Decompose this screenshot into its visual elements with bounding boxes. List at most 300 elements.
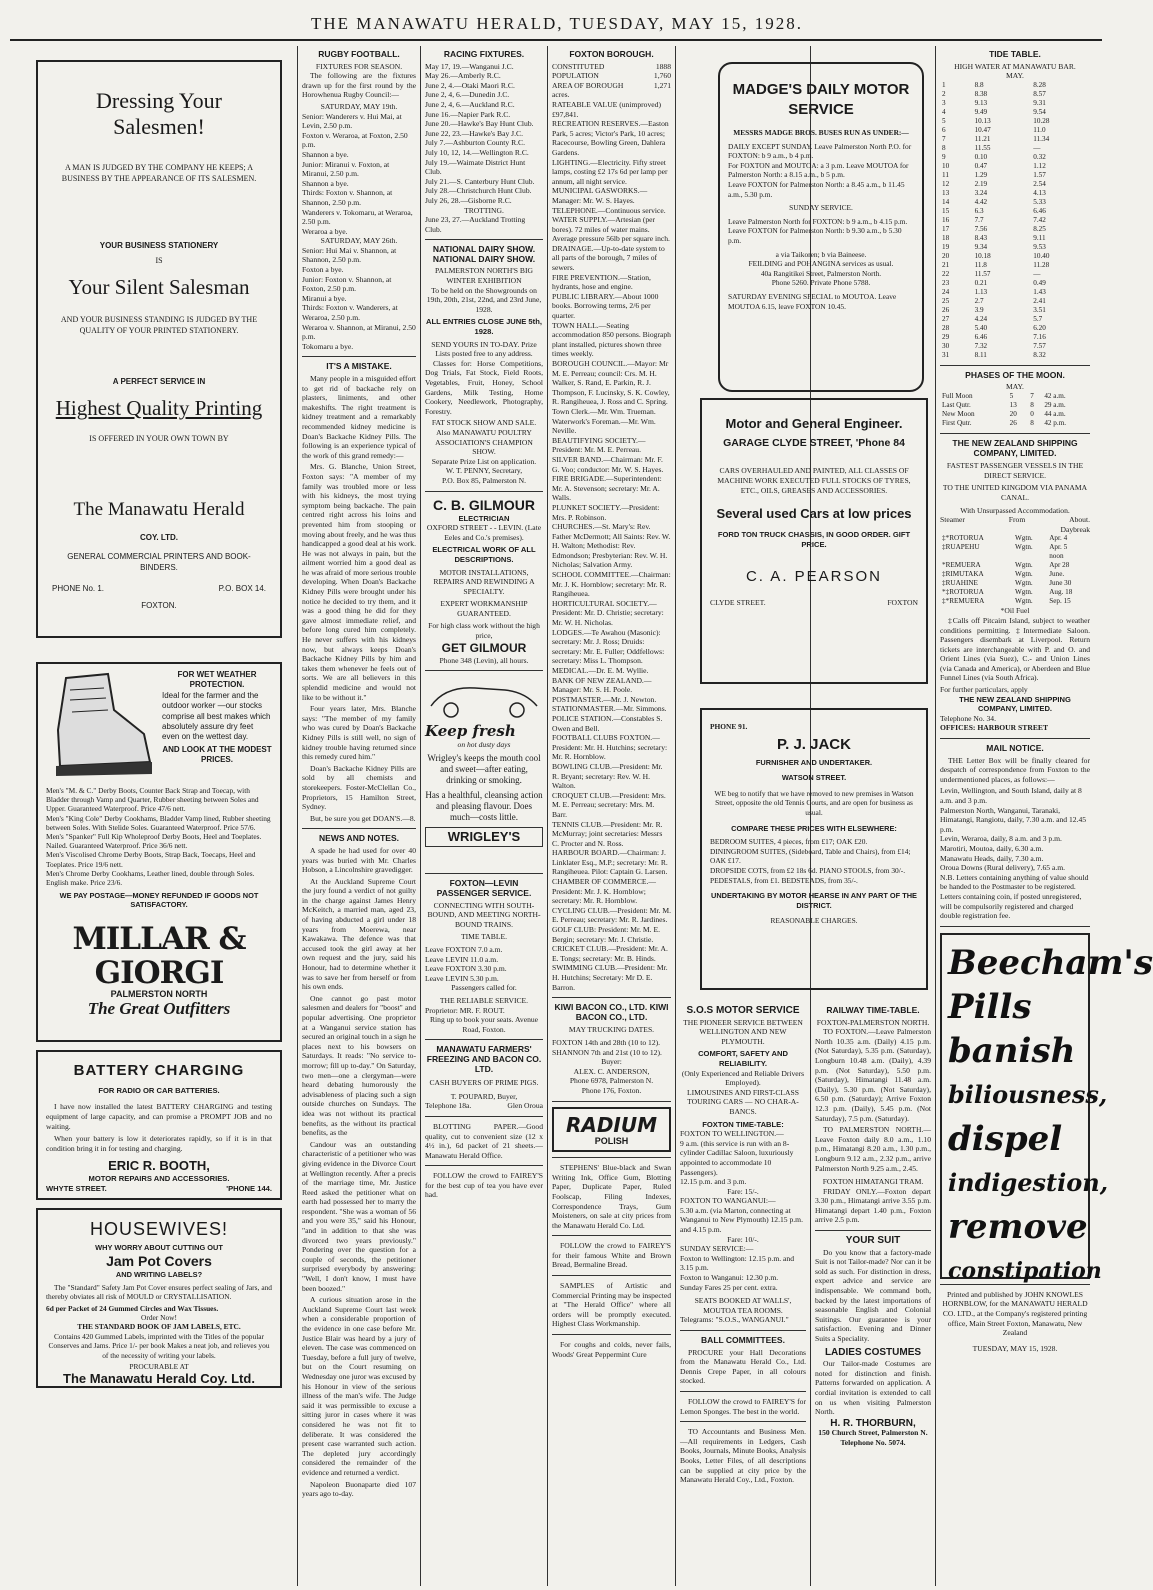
stat-label: CONSTITUTED [552,61,605,71]
moon-row [940,401,1090,410]
ad-text: PALMERSTON NORTH'S BIG WINTER EXHIBITION [435,266,533,286]
tide-row [940,162,1090,171]
notice-text: FOLLOW the crowd to FAIREY'S for the best cup of tea you have ever had. [425,1171,543,1200]
ad-text: Proprietor: MR. F. ROUT. [425,1005,505,1015]
ad-text: WE PAY POSTAGE—MONEY REFUNDED IF GOODS NOT SATISFACTORY. [59,891,259,910]
table-cell: ‡RUAPEHU [942,543,980,552]
beecham-line: constipation [948,1257,1102,1284]
table-cell: 1.57 [1033,170,1046,179]
ad-text: I have now installed the latest BATTERY CHARGING and testing equipment of large capacity, and can promise a PROMPT JOB and no waiting. [46,1102,272,1131]
directory-entry: FIRE BRIGADE.—Superintendent: Mr. A. Stevenson; secretary: Mr. A. Walls. [552,474,662,503]
tide-row [940,171,1090,180]
imprint: Printed and published by JOHN KNOWLES HORNBLOW, for the MANAWATU HERALD CO. LTD., at the Company's registered printing office, Main Street Foxton, Manawatu, New Zealand [942,1289,1088,1338]
table-cell: 6 [942,125,946,134]
fixture-line: Shannon a bye. [302,178,349,188]
tide-row [940,297,1090,306]
table-cell: 7.32 [974,341,988,350]
table-cell: — [1033,143,1041,152]
table-cell: Apr. 4 [1049,534,1068,543]
ad-product: Jam Pot Covers [106,1253,212,1270]
ad-sub: MOTOR REPAIRS AND ACCESSORIES. [88,1174,230,1183]
article-text: Do you know that a factory-made Suit is not Tailor-made? Nor can it be sold as such. For distinction in dress, expert advice and service are indispensable. We command both, backed by the latest importations of seasonable English and Colonial Suitings. Our guarantee is your satisfaction. Evening and Dinner Suits a Speciality. [815,1247,931,1343]
table-cell: 3.24 [974,188,988,197]
sos-column [680,1002,806,1582]
table-cell: 31 [942,350,950,359]
table-cell: ‡*REMUERA [942,597,985,606]
table-cell: 7.7 [974,215,984,224]
mail-line: Levin, Wellington, and South Island, daily at 8 a.m. and 3 p.m. [940,786,1082,805]
ad-sub: COMPARE THESE PRICES WITH ELSEWHERE: [731,823,897,833]
table-cell: 9.49 [974,107,988,116]
column-rule [420,46,421,1586]
racing-line: July 10, 12, 14.—Wellington R.C. [425,147,529,157]
table-cell: *‡ROTORUA [942,588,984,597]
table-cell: 26 [942,305,950,314]
ad-jack-furnisher [700,708,928,990]
tide-row [940,288,1090,297]
directory-entry: Waterwork's Foreman.—Mr. Wm. Neville. [552,416,656,436]
table-cell: 4.13 [1033,188,1046,197]
table-cell: 13 [942,188,950,197]
table-cell: 0.32 [1033,152,1046,161]
column-rule [675,46,676,1586]
sos-line: 5.30 a.m. (via Marton, connecting at Wanganui to New Plymouth) 12.15 p.m. and 4.15 p.m. [680,1205,803,1235]
table-cell: 2.7 [974,296,984,305]
ad-name: ERIC R. BOOTH, [108,1158,210,1173]
ad-headline: Your Silent Salesman [68,275,250,299]
directory-entry: CRICKET CLUB.—President: Mr. A. E. Tongs; secretary: Mr. B. Hinds. [552,944,668,963]
notice-text: FOLLOW the crowd to FAIREY'S for Lemon Sponges. The best in the world. [680,1396,806,1416]
notice-text: For coughs and colds, never fails, Woods' Great Peppermint Cure [552,1340,671,1359]
ad-text: Wrigley's keeps the mouth cool and sweet—after eating, drinking or smoking. [427,753,541,786]
table-cell: 10.28 [1033,116,1050,125]
table-cell: 7 [942,134,946,143]
section-heading: RUGBY FOOTBALL. [318,49,400,59]
table-cell: 0.21 [974,278,988,287]
table-cell [1013,552,1047,561]
section-heading: YOUR SUIT [845,1235,901,1247]
subheading: TROTTING. [464,205,504,215]
table-cell: 9.31 [1033,98,1046,107]
directory-entry: BEAUTIFYING SOCIETY.—President: Mr. M. E. Perreau. [552,435,646,455]
ad-text: FAT STOCK SHOW AND SALE. Also MANAWATU POULTRY ASSOCIATION'S CHAMPION SHOW. [431,418,537,457]
stat-value: 1,760 [653,71,671,81]
racing-line: July 28.—Christchurch Hunt Club. [425,186,532,196]
ad-text: To be held on the Showgrounds on 19th, 20th, 21st, 22nd, and 23rd June, 1928. [426,285,542,314]
directory-entry: CROQUET CLUB.—President: Mrs. M. E. Perreau; secretary: Mrs. M. Barr. [552,790,666,819]
boot-illustration [46,670,156,782]
ad-text: AND LOOK AT THE MODEST PRICES. [162,744,272,765]
tide-row [940,324,1090,333]
ad-phone: PHONE 91. [710,722,748,731]
sos-line: Foxton to Wanganui: 12.30 p.m. [680,1273,779,1283]
table-cell: 6.46 [1033,206,1046,215]
section-heading: TIDE TABLE. [989,49,1041,59]
ad-text: SEATS BOOKED AT WALLS', MOUTOA TEA ROOMS. [694,1296,792,1315]
table-cell: noon [1049,552,1064,561]
table-cell: 5.40 [974,323,988,332]
table-cell: 21 [942,260,950,269]
directory-entry: DRAINAGE.—Up-to-date system to all parts of the borough, 7 miles of sewers. [552,243,665,273]
ad-text: AND YOUR BUSINESS STANDING IS JUDGED BY THE QUALITY OF YOUR PRINTED STATIONERY. [60,315,258,335]
moon-row [940,392,1090,401]
tide-row [940,216,1090,225]
boot-item: Men's "Spanker" Full Kip Wholeproof Derby Boots, Heel and Toeplates. Nailed. Guaranteed Waterproof. Price 36/6 nett. [46,832,262,851]
table-cell: 9.34 [974,242,988,251]
ad-text: The "Standard" Safety Jam Pot Cover ensures perfect sealing of Jars, and thereby obviates all risk of MOULD or CRYSTALLISATION. [46,1282,272,1302]
fixture-line: Weraroa v. Shannon, at Miranui, 2.50 p.m. [302,322,416,342]
ad-text: ‡Calls off Pitcairn Island, subject to weather conditions permitting. ‡Intermediate Saloon. Passengers disembark at Liverpool. Return tickets are interchangeable with P. and O. and Orient Lines (via Suez), C.- and Union Lines (via Canada and America), or Aberdeen and Blue Funnel Lines (via South Africa). [940,615,1090,683]
racing-line: June 22, 23.—Hawke's Bay J.C. [425,128,523,138]
table-cell: 11.21 [974,134,991,143]
tide-row [940,99,1090,108]
table-cell: 7.56 [974,224,988,233]
masthead-rule [10,39,1102,41]
table-cell: 5 [942,116,946,125]
table-cell: 9 [942,152,946,161]
tide-row [940,315,1090,324]
timetable-text: FRIDAY ONLY.—Foxton depart 3.30 p.m., Himatangi arrive 3.55 p.m. Himatangi depart 1.40 p.m., Foxton arrive 2.5 p.m. [815,1186,931,1225]
borough-directory [552,90,671,992]
table-cell: 5.33 [1033,197,1046,206]
fixture-line: Thirds: Foxton v. Wanderers, at Weraroa, 2.50 p.m. [302,303,398,323]
table-header: About. [1069,515,1090,525]
directory-entry: STATIONMASTER.—Mr. Simmons. [552,704,667,714]
table-cell: 8.43 [974,233,988,242]
racing-line: June 16.—Napier Park R.C. [425,109,511,119]
sos-line: SUNDAY SERVICE:— [680,1244,754,1254]
table-cell: ‡RIMUTAKA [942,570,984,579]
ad-text: A PERFECT SERVICE IN [112,377,206,386]
directory-entry: LODGES.—Te Awahou (Masonic): secretary: Mr. J. Ross; Druids: secretary: Mr. E. Fuller; Oddfellows: secretary: Miss L. Thompson. [552,627,665,666]
fixture-line: Weraroa a bye. [302,226,348,236]
tide-row [940,207,1090,216]
ad-battery-charging [36,1050,282,1200]
table-header: From [1008,515,1026,525]
table-cell: 3 [942,98,946,107]
logo-sub: PALMERSTON NORTH [110,988,208,999]
table-cell: First Qutr. [942,418,972,427]
directory-entry: PLUNKET SOCIETY.—President: Mrs. P. Robinson. [552,502,660,522]
article-text: Mrs. G. Blanche, Union Street, Foxton says: "A member of my family was troubled more or less with his kidneys, the most trying symptom being backache. The pain centred right across his loins and prevented him from stooping or moving about freely, and he was thus handicapped a good deal at his work. He was not always in pain, but the ailment worried him a good deal as he was afraid of more serious trouble developing. When Doan's Backache Kidney Pills were brought under his notice he decided to try them, and it was a good thing he did for they gave almost immediate relief, and before long cured him completely. He never suffers with his kidneys now, but always keeps Doan's Backache Kidney Pills by him and takes them whenever he feels out of sorts. We are all believers in this splendid medicine and would not like to be without it." [302,462,416,702]
table-cell: 0 [1030,409,1034,418]
article-text: Napoleon Buonaparte died 107 years ago to-day. [302,1479,416,1499]
ad-text: THE PIONEER SERVICE BETWEEN WELLINGTON AND NEW PLYMOUTH. [683,1017,803,1046]
table-cell: 8 [942,143,946,152]
ad-text: Passengers called for. [451,983,517,993]
directory-entry: HORTICULTURAL SOCIETY.—President: Mr. D. Christie; secretary: Mr. W. H. Nicholas. [552,598,664,628]
column-2 [302,46,416,1586]
table-cell: *REMUERA [942,561,981,570]
beecham-line: biliousness, [948,1079,1108,1109]
directory-entry: BOROUGH COUNCIL.—Mayor: Mr M. E. Perreau; council: Crs. M. H. Walker, S. Rand, E. Parkin, R. J. Thompson, F. Lucinsky, S. K. Cowley, R. Rangiheuea, J. Ross and C. Spring. [552,359,670,407]
moon-row [940,410,1090,419]
fixture-line: Miranui a bye. [302,293,347,303]
ad-phone: Telephone 18a. [425,1101,472,1111]
table-header: Steamer [940,515,965,525]
tide-row [940,270,1090,279]
ad-town: FOXTON. [141,601,177,610]
ad-headline: MADGE'S DAILY MOTOR SERVICE [732,81,910,118]
ad-text: MOTOR INSTALLATIONS, REPAIRS AND REWINDING A SPECIALTY. [433,567,535,596]
directory-entry: BOWLING CLUB.—President: Mr. R. Bryant; secretary: Rev. W. H. Walton. [552,761,663,791]
table-cell: New Moon [942,409,975,418]
directory-entry: PUBLIC LIBRARY.—About 1000 books. Borrowing terms, 2/6 per quarter. [552,291,659,321]
bus-line: DAILY EXCEPT SUNDAY. Leave Palmerston North P.O. for FOXTON: b 9 a.m., b 4 p.m. [728,141,912,161]
bus-line: Leave FOXTON for Palmerston North: b 9.30 a.m., b 5.30 p.m. [728,226,902,245]
ad-text: SEND YOURS IN TO-DAY. Prize Lists posted free to any address. [431,339,537,359]
fixture-line: Shannon a bye. [302,149,349,159]
bus-line: FEILDING and POHANGINA services as usual. [748,259,894,269]
ad-phone: 'PHONE 144. [226,1184,272,1193]
table-cell: 2.54 [1033,179,1046,188]
ad-box: P.O. BOX 14. [218,584,266,593]
sos-line: 9 a.m. (this service is run with an 8-cylinder Cadillac Saloon, luxuriously appointed to accommodate 10 Passengers). [680,1138,794,1177]
section-heading: IT'S A MISTAKE. [326,361,392,372]
stat-value: 1888 [655,61,671,71]
tide-row [940,90,1090,99]
ad-name: The Manawatu Herald Coy. Ltd. [63,1371,255,1387]
subheading: MAY. [1006,71,1024,81]
tide-row [940,279,1090,288]
racing-line: June 20.—Hawke's Bay Hunt Club. [425,119,534,129]
ad-text: OXFORD STREET - - LEVIN. (Late Eeles and Co.'s premises). [426,523,542,542]
table-cell: 10 [942,161,950,170]
ad-text: THE STANDARD BOOK OF JAM LABELS, ETC. [77,1322,241,1332]
ad-text: When your battery is low it deteriorates rapidly, so if it is in that condition bring it in for testing and charging. [46,1134,272,1153]
ad-text: Has a healthful, cleansing action and pleasing flavour. Does much—costs little. [425,790,543,823]
tide-row [940,108,1090,117]
directory-entry: BANK OF NEW ZEALAND.—Manager: Mr. S. H. Poole. [552,675,652,695]
table-cell: Aug. 18 [1049,588,1073,597]
table-cell: 30 [942,341,950,350]
ad-text: FOXTON TIME-TABLE: [702,1119,784,1129]
beecham-line: dispel [948,1118,1063,1159]
tide-row [940,243,1090,252]
price-line: PEDESTALS, from £1. BEDSTEADS, from 35/-. [710,875,858,885]
section-heading: NATIONAL DAIRY SHOW. NATIONAL DAIRY SHOW. [432,244,536,264]
subheading: SATURDAY, MAY 26th. [320,236,398,246]
table-cell: Wgtn. [1014,534,1033,543]
moon-table [940,392,1090,428]
mail-line: N.B. Letters containing anything of value should be handed to the Postmaster to be registered. Letters containing coin, if posted unregistered, will be compulsorily registered and charged double registration fee. [940,872,1089,921]
boot-item: Men's Chrome Derby Cookhams, Leather lined, double through Soles. English make. Price 23/6. [46,868,255,888]
ad-text: Contains 420 Gummed Labels, imprinted with the Titles of the popular Conserves and Jams. Price 1/- per book Makes a neat job, and relieves you of the necessity of writing your labels. [48,1331,270,1360]
table-cell: 42 a.m. [1044,391,1066,400]
directory-entry: GOLF CLUB: President: Mr. M. E. Bergin; secretary: Mr. J. Christie. [552,925,661,944]
directory-entry: CHAMBER OF COMMERCE.—President: Mr. J. K. Hornblow; secretary: Mr. R. Hornblow. [552,877,657,906]
table-cell: 8.57 [1033,89,1046,98]
beecham-line: remove [948,1206,1088,1247]
stat-label: POPULATION [552,71,599,81]
article-text: But, be sure you get DOAN'S.—8. [310,813,416,823]
ad-text: Telephone No. 5074. [840,1437,906,1447]
bus-line: Phone 5260. Private Phone 5788. [771,278,871,288]
table-cell: 11 [942,170,949,179]
directory-entry: Town Clerk.—Mr. Wm. Trueman. [552,406,656,416]
ad-text: Telegrams: "S.O.S., WANGANUI." [680,1315,789,1325]
ad-text: WHY WORRY ABOUT CUTTING OUT [95,1243,223,1252]
directory-entry: FOOTBALL CLUBS FOXTON.—President: Mr. H. Hutchins; secretary: Mr. R. Hornblow. [552,733,668,762]
ad-text: FORD TON TRUCK CHASSIS, IN GOOD ORDER. GIFT PRICE. [717,530,911,549]
subheading: MAY. [1006,382,1024,392]
table-cell: 25 [942,296,950,305]
ad-text: CARS OVERHAULED AND PAINTED, ALL CLASSES OF MACHINE WORK EXECUTED FULL STOCKS OF TYRES, ETC., OILS, GREASES AND ACCESSORIES. [717,466,911,495]
subheading: FOXTON-PALMERSTON NORTH. [816,1017,930,1027]
ad-price: 6d per Packet of 24 Gummed Circles and Wax Tissues. [46,1303,219,1313]
ad-text: For high class work without the high price, [428,621,540,641]
table-cell: 11.57 [974,269,991,278]
ad-headline: BATTERY CHARGING [73,1062,245,1079]
directory-entry: HARBOUR BOARD.—Chairman: J. Linklater Esq., M.P.; secretary: Mr. R. Rangiheuea. Pilot: Captain G. Larsen. [552,848,668,877]
table-cell: 23 [942,278,950,287]
tide-row [940,234,1090,243]
tide-table [940,81,1090,360]
racing-line: June 2, 4, 6.—Auckland R.C. [425,99,515,109]
masthead [0,0,1114,44]
bus-line: Leave FOXTON for Palmerston North: a 8.45 a.m., b 11.45 a.m., 5.30 p.m. [728,179,905,199]
table-cell: 4.42 [974,197,988,206]
timetable-line: Leave FOXTON 7.0 a.m. [425,945,503,954]
directory-entry: acres. [552,90,570,100]
bus-line: 40a Rangitikei Street, Palmerston North. [760,268,882,278]
section-heading: FOXTON—LEVIN PASSENGER SERVICE. [436,878,532,899]
section-heading: NEWS AND NOTES. [319,833,399,844]
directory-entry: CYCLING CLUB.—President: Mr. M. E. Perreau; secretary: Mr. R. Jardines. [552,905,671,925]
ad-text: ALL ENTRIES CLOSE JUNE 5th, 1928. [426,317,542,337]
ad-text: *Oil Fuel [1000,606,1030,616]
ad-text: FOXTON 14th and 28th (10 to 12). [552,1037,661,1047]
directory-entry: MEDICAL.—Dr. E. M. Wyllie. [552,666,649,675]
ad-text: LIMOUSINES AND FIRST-CLASS TOURING CARS — NO CHAR-A-BANCS. [687,1087,799,1116]
price-line: BEDROOM SUITES, 4 pieces, from £17; OAK £20. [710,837,868,847]
table-cell: 9.53 [1033,242,1046,251]
directory-entry: SCHOOL COMMITTEE.—Chairman: Mr. J. K. Hornblow; secretary: Mr. R. Rangiheuea. [552,570,671,599]
table-cell: 0.47 [974,161,988,170]
ad-text: CASH BUYERS OF PRIME PIGS. [429,1078,539,1088]
table-cell: 11.34 [1033,134,1050,143]
racing-line: June 2, 4.—Otaki Maori R.C. [425,80,515,90]
notice-text: SAMPLES of Artistic and Commercial Printing may be inspected at "The Herald Office" where all orders will be promptly executed. Highest Class Workmanship. [552,1281,671,1329]
table-cell: 8.28 [1033,80,1046,89]
motorcar-illustration [425,676,543,720]
directory-entry: CHURCHES.—St. Mary's: Rev. Father McDermott; All Saints: Rev. W. H. Walton; Methodist: Rev. Edmondson; Presbyterian: Rev. W. H. Nicholas; Salvation Army. [552,522,671,570]
table-cell: 4 [942,107,946,116]
table-cell: Wgtn. [1014,588,1033,597]
article-text: Candour was an outstanding characteristic of a petitioner who was giving evidence in the Divorce Court at Wellington recently. After a precis of the marriage time, Mr. Justice Reed asked the petitioner what on earth had possessed her to marry the respondent. "She was a woman of 56 and you were 35," said his Honour, "and in addition to that she was divorced two years previously." Pondering over the question for a couple of seconds, the petitioner surprised everybody by answering: "Well, I don't know, I must have been boozed." [302,1139,416,1293]
ad-text: TO THE UNITED KINGDOM VIA PANAMA CANAL. [942,483,1088,502]
table-cell: ‡*ROTORUA [942,534,984,543]
table-cell: 3.9 [974,305,984,314]
article-text: At the Auckland Supreme Court the jury found a verdict of not guilty in the charge against James Henry McKeitch, a married man, aged 23, of having abducted a girl under 18 years from Moerewa, near Kawakawa. The defence was that accused took the girl away at her own request and the jury, said his Honour, had to determine whether it was to save her from herself or from his own ends. [302,876,416,992]
directory-entry: RATEABLE VALUE (unimproved) £97,841. [552,99,661,119]
ad-beechams-pills [940,933,1153,1284]
article-text: THE Letter Box will be finally cleared for despatch of correspondence from Foxton to the undermentioned places, as follows:— [940,755,1090,784]
ad-name: H. R. THORBURN, [830,1417,916,1429]
millar-giorgi-logo: MILLAR & GIORGI [72,920,246,991]
wrigley-logo: WRIGLEY'S [425,827,543,847]
table-cell: 3.51 [1033,305,1046,314]
table-cell: 10.18 [974,251,991,260]
ad-text: REASONABLE CHARGES. [770,916,858,926]
table-cell: Full Moon [942,391,973,400]
ad-text: FASTEST PASSENGER VESSELS IN THE DIRECT SERVICE. [946,461,1084,480]
ad-text: IS OFFERED IN YOUR OWN TOWN BY [89,434,229,443]
racing-line: June 2, 4, 6.—Dunedin J.C. [425,90,510,100]
article-text: Our Tailor-made Costumes are noted for distinction and finish. Patterns forwarded on application. A cordial invitation is extended to call on us when visiting Palmerston North. [815,1359,931,1417]
tide-row [940,261,1090,270]
ad-text: EXPERT WORKMANSHIP GUARANTEED. [440,599,528,618]
article-text: The following are the fixtures drawn up for the first round by the Horowhenua Rugby Council:— [302,71,416,100]
racing-line: May 17, 19.—Wanganui J.C. [425,61,514,71]
table-cell: 10.47 [974,125,991,134]
bus-line: Leave Palmerston North for FOXTON: b 9 a.m., b 4.15 p.m. [728,216,908,226]
ad-sub: WATSON STREET. [781,773,847,783]
racing-line: July 26, 28.—Gisborne R.C. [425,195,512,205]
mail-line: Oroua Downs (Rural delivery), 7.65 a.m. [940,863,1066,873]
column-rule [935,46,936,1586]
table-cell: 42 p.m. [1044,418,1067,427]
ad-text: Phone 348 (Levin), all hours. [439,655,529,665]
section-heading: PHASES OF THE MOON. [965,369,1065,380]
tide-row [940,333,1090,342]
table-cell: 10.40 [1033,251,1050,260]
ad-text: Phone 176, Foxton. [581,1085,642,1095]
table-cell: 0.49 [1033,278,1046,287]
boot-item: Men's "King Cole" Derby Cookhams, Bladder Vamp lined, Rubber sheeting between Soles. With Stelide Soles. Guaranteed Waterproof. Price 57/6. [46,813,271,832]
ad-text: Classes for: Horse Competitions, Dog Trials, Fat Stock, Field Roots, Vegetables, Fruit, Honey, School Gardens, Milk Testing, Home Cookery, Needlework, Photography, Forestry. [425,358,543,416]
table-cell: 9.54 [1033,107,1046,116]
table-cell: 28 [942,323,950,332]
timetable-text: TO PALMERSTON NORTH.—Leave Foxton daily 8.0 a.m., 1.10 p.m., Himatangi 8.20 a.m., 1.30 p.m., Longburn 9.12 a.m., 2.32 p.m., arrive Palmerston North 9.25 a.m., 2.45. [815,1125,931,1173]
table-cell: 6.46 [974,332,988,341]
article-text: Doan's Backache Kidney Pills are sold by all chemists and storekeepers. Foster-McClellan Co., Proprietors, 15 Hamilton Street, Sydney. [302,763,416,812]
table-cell: 44 a.m. [1044,409,1066,418]
ad-pearson-garage [700,398,928,684]
directory-entry: TELEPHONE.—Continuous service. [552,205,666,215]
notice-text: BLOTTING PAPER.—Good quality, cut to convenient size (12 x 4½ in.), 6d packet of 21 sheets.—Manawatu Herald Office. [425,1121,543,1160]
table-cell: 13 [1009,400,1017,409]
beecham-line: banish [948,1030,1076,1071]
mail-line: Levin, Weraroa, daily, 8 a.m. and 3 p.m. [940,834,1062,844]
tide-row [940,351,1090,360]
table-cell: 18 [942,233,950,242]
section-heading: LADIES COSTUMES [824,1346,922,1358]
ad-sub: UNDERTAKING BY MOTOR HEARSE IN ANY PART OF THE DISTRICT. [711,891,917,910]
beecham-line: Beecham's [948,942,1153,983]
ad-text: With Unsurpassed Accommodation. [960,505,1070,515]
table-cell: 8 [1030,418,1034,427]
directory-entry: LIGHTING.—Electricity. Fifty street lamps, costing £2 17s 6d per lamp per annum, all night service. [552,157,668,186]
sos-line: FOXTON TO WELLINGTON.— [680,1129,784,1139]
ad-dressing-salesmen [36,60,282,638]
table-cell: Last Qutr. [942,400,971,409]
ad-street: WHYTE STREET. [46,1184,107,1193]
table-header: Daybreak [1060,524,1090,534]
article-text: A spade he had used for over 40 years was buried with Mr. Charles Hobson, a Lincolnshire gravedigger. [302,845,416,875]
sos-line: 12.15 p.m. and 3 p.m. [680,1177,747,1187]
sos-line: Foxton to Wellington: 12.15 p.m. and 3.15 p.m. [680,1253,794,1273]
table-cell: Sep. 15 [1049,597,1071,606]
section-heading: MAIL NOTICE. [986,743,1044,754]
tide-row [940,225,1090,234]
ad-street: CLYDE STREET. [710,598,766,607]
fixture-line: Senior: Wanderers v. Hui Mai, at Levin, 2.50 p.m. [302,111,402,131]
table-cell: Apr. 5 [1049,543,1068,552]
table-cell: 14 [942,197,950,206]
table-cell: 1.43 [1033,287,1046,296]
fixture-line: Senior: Hui Mai v. Shannon, at Shannon, 2.50 p.m. [302,245,397,265]
